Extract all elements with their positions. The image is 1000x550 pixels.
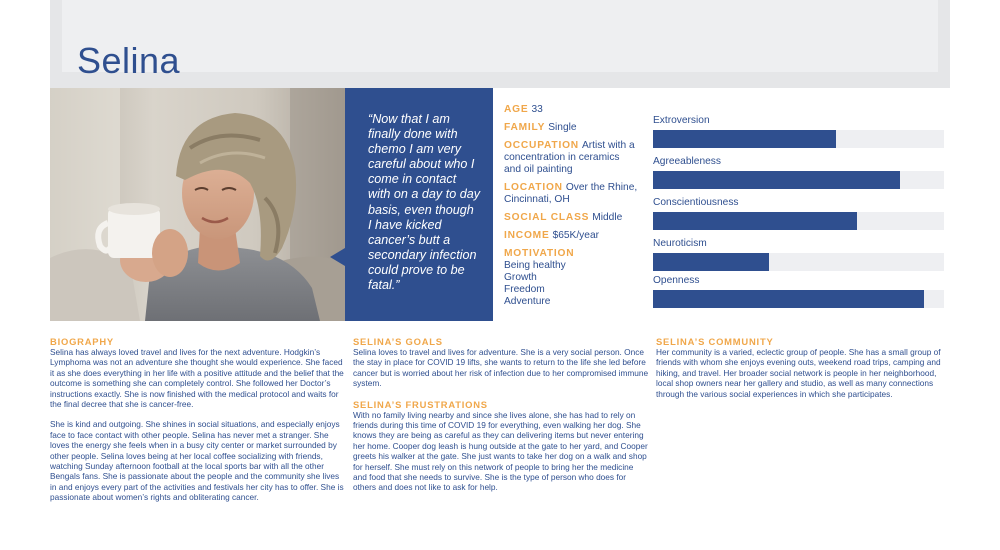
motivation-list	[504, 260, 639, 308]
trait-openness	[653, 274, 944, 315]
motivation-item: Adventure	[504, 296, 551, 307]
goals-frustrations-section	[353, 336, 649, 503]
trait-label: Extroversion	[653, 115, 710, 126]
motivation-item: Growth	[504, 272, 537, 283]
header-panel	[62, 0, 938, 72]
quote-pointer	[330, 248, 345, 266]
section-heading: BIOGRAPHY	[50, 336, 114, 347]
motivation-item: Being healthy	[504, 260, 566, 271]
fact-value: Single	[548, 122, 577, 133]
fact-occupation	[504, 140, 639, 176]
biography-paragraph: She is kind and outgoing. She shines in social situations, and especially enjoys face to face contact with other people. Selina has never met a stranger. She loves the energy she feels when in a busy city center or market surrounded by other people. Selina loves being at her local coffee socializing with friends, watching Sunday afternoon football at the local sports bar with all the other Bengals fans. She is passionate about the people and the community she lives in and enjoys every part of the activities and festivals her city has to offer. She is passionate about women’s rights and obliterating cancer.	[50, 419, 344, 503]
fact-label: INCOME	[504, 230, 550, 241]
trait-agreeableness	[653, 155, 944, 196]
persona-name: Selina	[77, 40, 181, 81]
persona-facts	[504, 104, 639, 308]
community-section	[656, 336, 952, 409]
fact-label: OCCUPATION	[504, 140, 579, 151]
section-heading: SELINA’S COMMUNITY	[656, 336, 774, 347]
fact-value: Middle	[592, 212, 623, 223]
fact-value: $65K/year	[552, 230, 600, 241]
persona-photo	[50, 88, 345, 321]
personality-traits	[653, 114, 944, 315]
trait-conscientiousness	[653, 196, 944, 237]
trait-track	[653, 171, 944, 189]
section-heading: SELINA’S FRUSTRATIONS	[353, 398, 488, 410]
persona-quote: “Now that I am finally done with chemo I am very careful about who I come in contact with on a day to day basis, even though I have kicked cancer’s butt a secondary infection could prove to be fatal.”	[368, 112, 481, 293]
motivation-item: Freedom	[504, 284, 545, 295]
trait-neuroticism	[653, 237, 944, 274]
trait-label: Openness	[653, 275, 700, 286]
biography-paragraph: Selina has always loved travel and lives for the next adventure. Hodgkin’s Lymphoma was not an adventure she thought she would experience. She faced it as she does everything in her life with a positive attitude and the belief that the outcome is something she can completely control. She followed her Doctor’s instructions exactly. She is now finished with the medical protocol and waits for the final decree that she is cancer-free.	[50, 347, 344, 410]
fact-family	[504, 122, 639, 134]
trait-fill	[653, 212, 857, 230]
fact-value: Artist with a concentration in ceramics and oil painting	[504, 140, 635, 175]
fact-label: SOCIAL CLASS	[504, 212, 590, 223]
fact-value: Over the Rhine, Cincinnati, OH	[504, 182, 638, 205]
fact-value: 33	[531, 104, 543, 115]
fact-age	[504, 104, 639, 116]
fact-label: LOCATION	[504, 182, 563, 193]
fact-income	[504, 230, 639, 242]
frustrations-text: With no family living nearby and since she lives alone, she has had to rely on friends during this time of COVID 19 for everything, even walking her dog. She knows they are being as careful as they can delivering items but never entering her home. Cooper dog leash is hung outside at the gate to her yard, and Cooper greets his walker at the gate. She just wants to take her dog on a walk and shop for herself. She must rely on this network of people to bring her the medicine and food that she needs to survive. She is the type of person who does for others and does not like to ask for help.	[353, 409, 648, 493]
trait-label: Agreeableness	[653, 156, 721, 167]
biography-section	[50, 336, 346, 513]
fact-label: FAMILY	[504, 122, 546, 133]
fact-location	[504, 182, 639, 206]
trait-track	[653, 212, 944, 230]
fact-label: AGE	[504, 104, 529, 115]
fact-label: MOTIVATION	[504, 248, 575, 259]
trait-track	[653, 130, 944, 148]
trait-extroversion	[653, 114, 944, 155]
trait-label: Neuroticism	[653, 238, 707, 249]
trait-fill	[653, 130, 836, 148]
trait-fill	[653, 171, 900, 189]
trait-track	[653, 253, 944, 271]
goals-text: Selina loves to travel and lives for adventure. She is a very social person. Once the stay in place for COVID 19 lifts, she wants to return to the life she led before cancer but is worried about her risk of infection due to her compromised immune system.	[353, 347, 649, 389]
trait-track	[653, 290, 944, 308]
trait-fill	[653, 253, 769, 271]
trait-label: Conscientiousness	[653, 197, 739, 208]
trait-fill	[653, 290, 924, 308]
fact-motivation	[504, 248, 639, 308]
section-heading: SELINA’S GOALS	[353, 336, 443, 347]
fact-social-class	[504, 212, 639, 224]
community-text: Her community is a varied, eclectic group of people. She has a small group of friends with whom she enjoys evening outs, weekend road trips, camping and hiking, and travel. Her broader social network is people in her neighborhood, local shop owners near her gallery and studio, as well as many connections through the various social experiences in which she participates.	[656, 347, 941, 399]
